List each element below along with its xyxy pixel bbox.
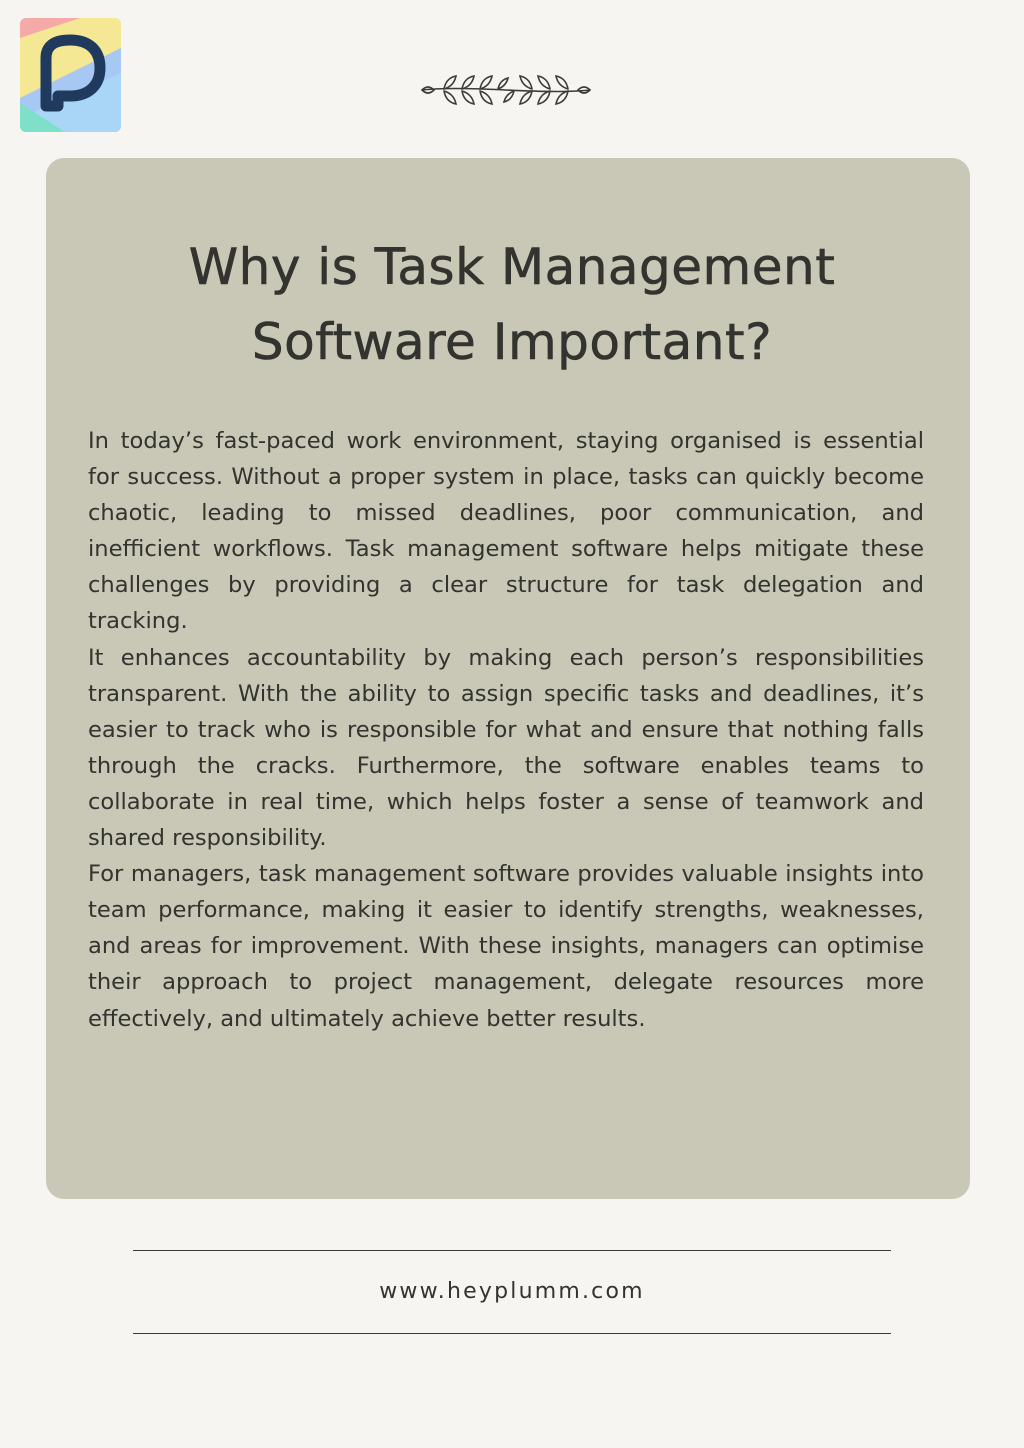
- website-link[interactable]: www.heyplumm.com: [379, 1279, 645, 1304]
- paragraph-3: For managers, task management software provides valuable insights into team performance, making it easier to identify strengths, weaknesses, and areas for improvement. With these insights, managers can optimise their approach to project management, delegate resources more effectively, and ultimately achieve better results.: [88, 861, 924, 1032]
- title-line-1: Why is Task Management: [188, 238, 836, 296]
- laurel-vine-icon: [418, 70, 594, 110]
- title-line-2: Software Important?: [251, 313, 773, 371]
- page-title: [0, 230, 1024, 380]
- plumm-logo-icon: [20, 18, 121, 132]
- article-body: [88, 423, 924, 1037]
- paragraph-1: In today’s fast-paced work environment, staying organised is essential for success. Without a proper system in place, tasks can quickly become chaotic, leading to missed deadlines, poor communication, and inefficient workflows. Task management software helps mitigate these challenges by providing a clear structure for task delegation and tracking.: [88, 428, 924, 635]
- footer-divider-top: [133, 1250, 891, 1251]
- footer-divider-bottom: [133, 1333, 891, 1334]
- paragraph-2: It enhances accountability by making each person’s responsibilities transparent. With the ability to assign specific tasks and deadlines, it’s easier to track who is responsible for what and ensure that nothing falls through the cracks. Furthermore, the software enables teams to collaborate in real time, which helps foster a sense of teamwork and shared responsibility.: [88, 644, 924, 852]
